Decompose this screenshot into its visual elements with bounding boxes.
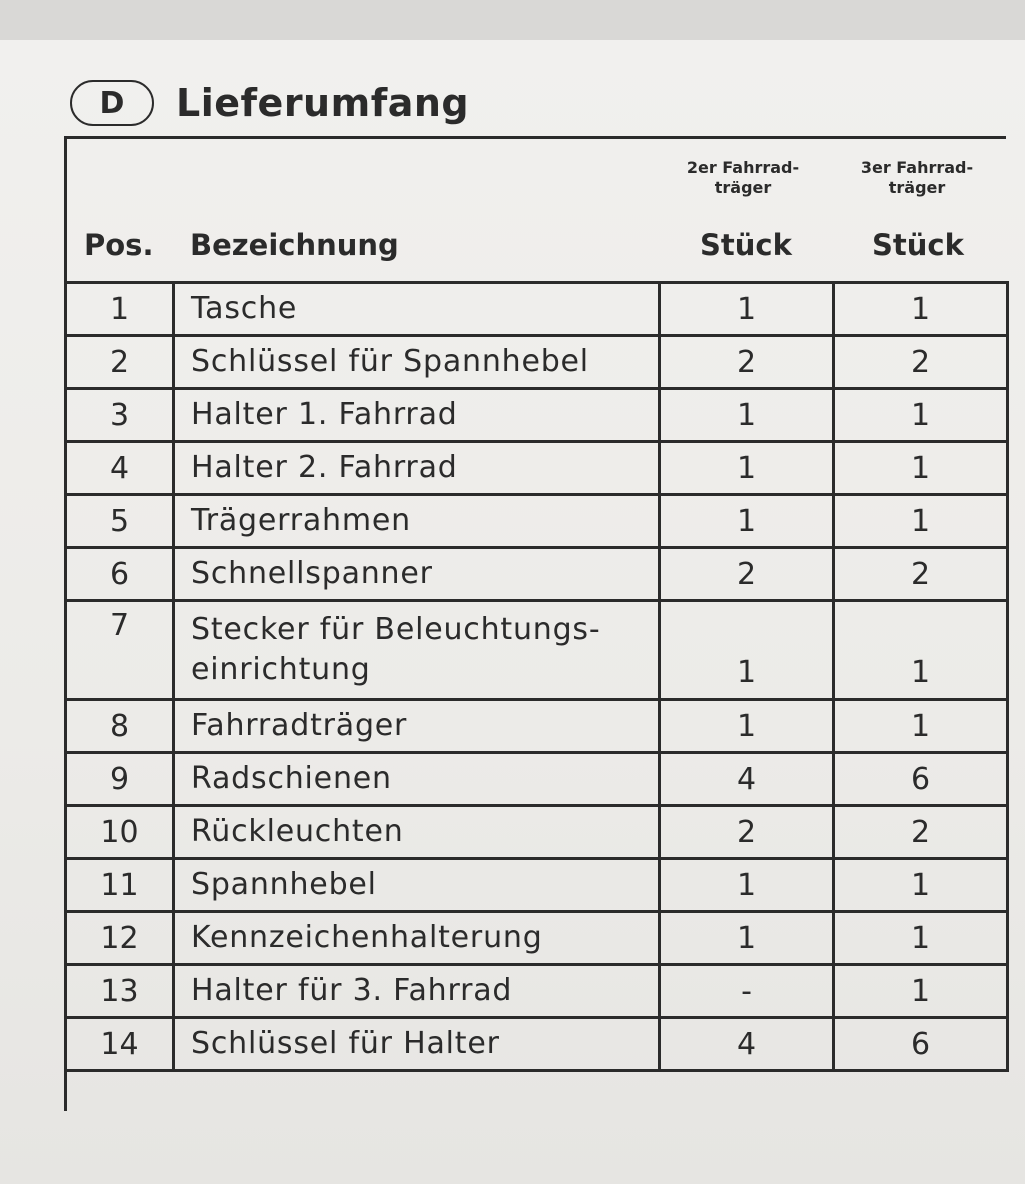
section-title: Lieferumfang	[176, 81, 470, 125]
section-header	[70, 75, 469, 131]
cell-pos: 11	[66, 859, 174, 912]
cell-name-line: Halter 1. Fahrrad	[191, 397, 458, 432]
table-row	[66, 442, 1008, 495]
cell-name	[174, 753, 660, 806]
cell-qty-3er: 1	[834, 601, 1008, 700]
cell-name-line: Schlüssel für Halter	[191, 1026, 500, 1061]
column-header-2er-type	[658, 158, 828, 198]
cell-name-line: Radschienen	[191, 761, 392, 796]
cell-name	[174, 700, 660, 753]
cell-name-line: Trägerrahmen	[191, 503, 411, 538]
cell-qty-3er: 1	[834, 283, 1008, 336]
cell-qty-3er: 1	[834, 965, 1008, 1018]
section-letter-badge: D	[70, 80, 154, 126]
cell-qty-3er: 1	[834, 495, 1008, 548]
cell-name-line: Halter für 3. Fahrrad	[191, 973, 513, 1008]
cell-name-line: Stecker für Beleuchtungs-	[191, 612, 601, 647]
column-header-3er-type-line: 3er Fahrrad-	[860, 158, 974, 177]
cell-qty-2er: 1	[660, 601, 834, 700]
column-header-name: Bezeichnung	[190, 228, 399, 262]
table-row	[66, 753, 1008, 806]
cell-qty-3er: 1	[834, 442, 1008, 495]
cell-pos: 5	[66, 495, 174, 548]
cell-pos: 9	[66, 753, 174, 806]
cell-pos: 1	[66, 283, 174, 336]
column-header-3er-unit: Stück	[872, 228, 964, 262]
cell-qty-2er: 1	[660, 700, 834, 753]
cell-qty-2er: 4	[660, 753, 834, 806]
column-header-pos: Pos.	[84, 228, 154, 262]
cell-qty-3er: 6	[834, 1018, 1008, 1071]
cell-pos: 12	[66, 912, 174, 965]
cell-pos: 8	[66, 700, 174, 753]
table-row	[66, 283, 1008, 336]
cell-pos: 2	[66, 336, 174, 389]
cell-name-line: Rückleuchten	[191, 814, 404, 849]
table-row	[66, 912, 1008, 965]
cell-qty-2er: 1	[660, 389, 834, 442]
column-header-2er-type-line: 2er Fahrrad-	[686, 158, 800, 177]
cell-qty-2er: 1	[660, 283, 834, 336]
cell-name	[174, 389, 660, 442]
column-header-3er-type	[832, 158, 1002, 198]
table-row	[66, 336, 1008, 389]
cell-name-line: Schnellspanner	[191, 556, 433, 591]
cell-name-line: Fahrradträger	[191, 708, 408, 743]
table-row	[66, 389, 1008, 442]
cell-name	[174, 336, 660, 389]
cell-qty-3er: 1	[834, 859, 1008, 912]
cell-qty-2er: 1	[660, 495, 834, 548]
cell-qty-3er: 1	[834, 912, 1008, 965]
table-row	[66, 495, 1008, 548]
column-header-2er-unit: Stück	[700, 228, 792, 262]
cell-pos: 4	[66, 442, 174, 495]
cell-qty-3er: 6	[834, 753, 1008, 806]
cell-name	[174, 912, 660, 965]
cell-name-line: Halter 2. Fahrrad	[191, 450, 458, 485]
column-header-2er-type-line: träger	[714, 178, 772, 197]
cell-qty-3er: 2	[834, 336, 1008, 389]
cell-qty-3er: 2	[834, 548, 1008, 601]
cell-qty-2er: 2	[660, 806, 834, 859]
table-row	[66, 806, 1008, 859]
cell-name-line: Kennzeichenhalterung	[191, 920, 543, 955]
cell-pos: 3	[66, 389, 174, 442]
cell-pos: 14	[66, 1018, 174, 1071]
cell-pos: 6	[66, 548, 174, 601]
cell-name-line: einrichtung	[191, 652, 371, 687]
cell-qty-2er: 1	[660, 442, 834, 495]
cell-qty-2er: 1	[660, 859, 834, 912]
cell-pos: 10	[66, 806, 174, 859]
table-row	[66, 1018, 1008, 1071]
cell-name	[174, 442, 660, 495]
delivery-contents-table	[64, 281, 1009, 1072]
cell-name	[174, 283, 660, 336]
cell-qty-2er: 2	[660, 336, 834, 389]
cell-qty-2er: 4	[660, 1018, 834, 1071]
background-strip	[0, 0, 1025, 40]
cell-name	[174, 1018, 660, 1071]
table-row	[66, 548, 1008, 601]
cell-qty-3er: 1	[834, 700, 1008, 753]
cell-qty-2er: 2	[660, 548, 834, 601]
cell-qty-2er: -	[660, 965, 834, 1018]
cell-name-line: Spannhebel	[191, 867, 377, 902]
table-row	[66, 859, 1008, 912]
cell-name	[174, 601, 660, 700]
cell-name	[174, 965, 660, 1018]
cell-name	[174, 859, 660, 912]
cell-pos: 7	[66, 601, 174, 700]
cell-name	[174, 495, 660, 548]
cell-qty-3er: 2	[834, 806, 1008, 859]
cell-qty-2er: 1	[660, 912, 834, 965]
cell-pos: 13	[66, 965, 174, 1018]
table-row	[66, 601, 1008, 700]
cell-name	[174, 806, 660, 859]
column-header-3er-type-line: träger	[888, 178, 946, 197]
cell-name	[174, 548, 660, 601]
cell-qty-3er: 1	[834, 389, 1008, 442]
table-row	[66, 700, 1008, 753]
cell-name-line: Schlüssel für Spannhebel	[191, 344, 589, 379]
table-row	[66, 965, 1008, 1018]
cell-name-line: Tasche	[191, 291, 298, 326]
